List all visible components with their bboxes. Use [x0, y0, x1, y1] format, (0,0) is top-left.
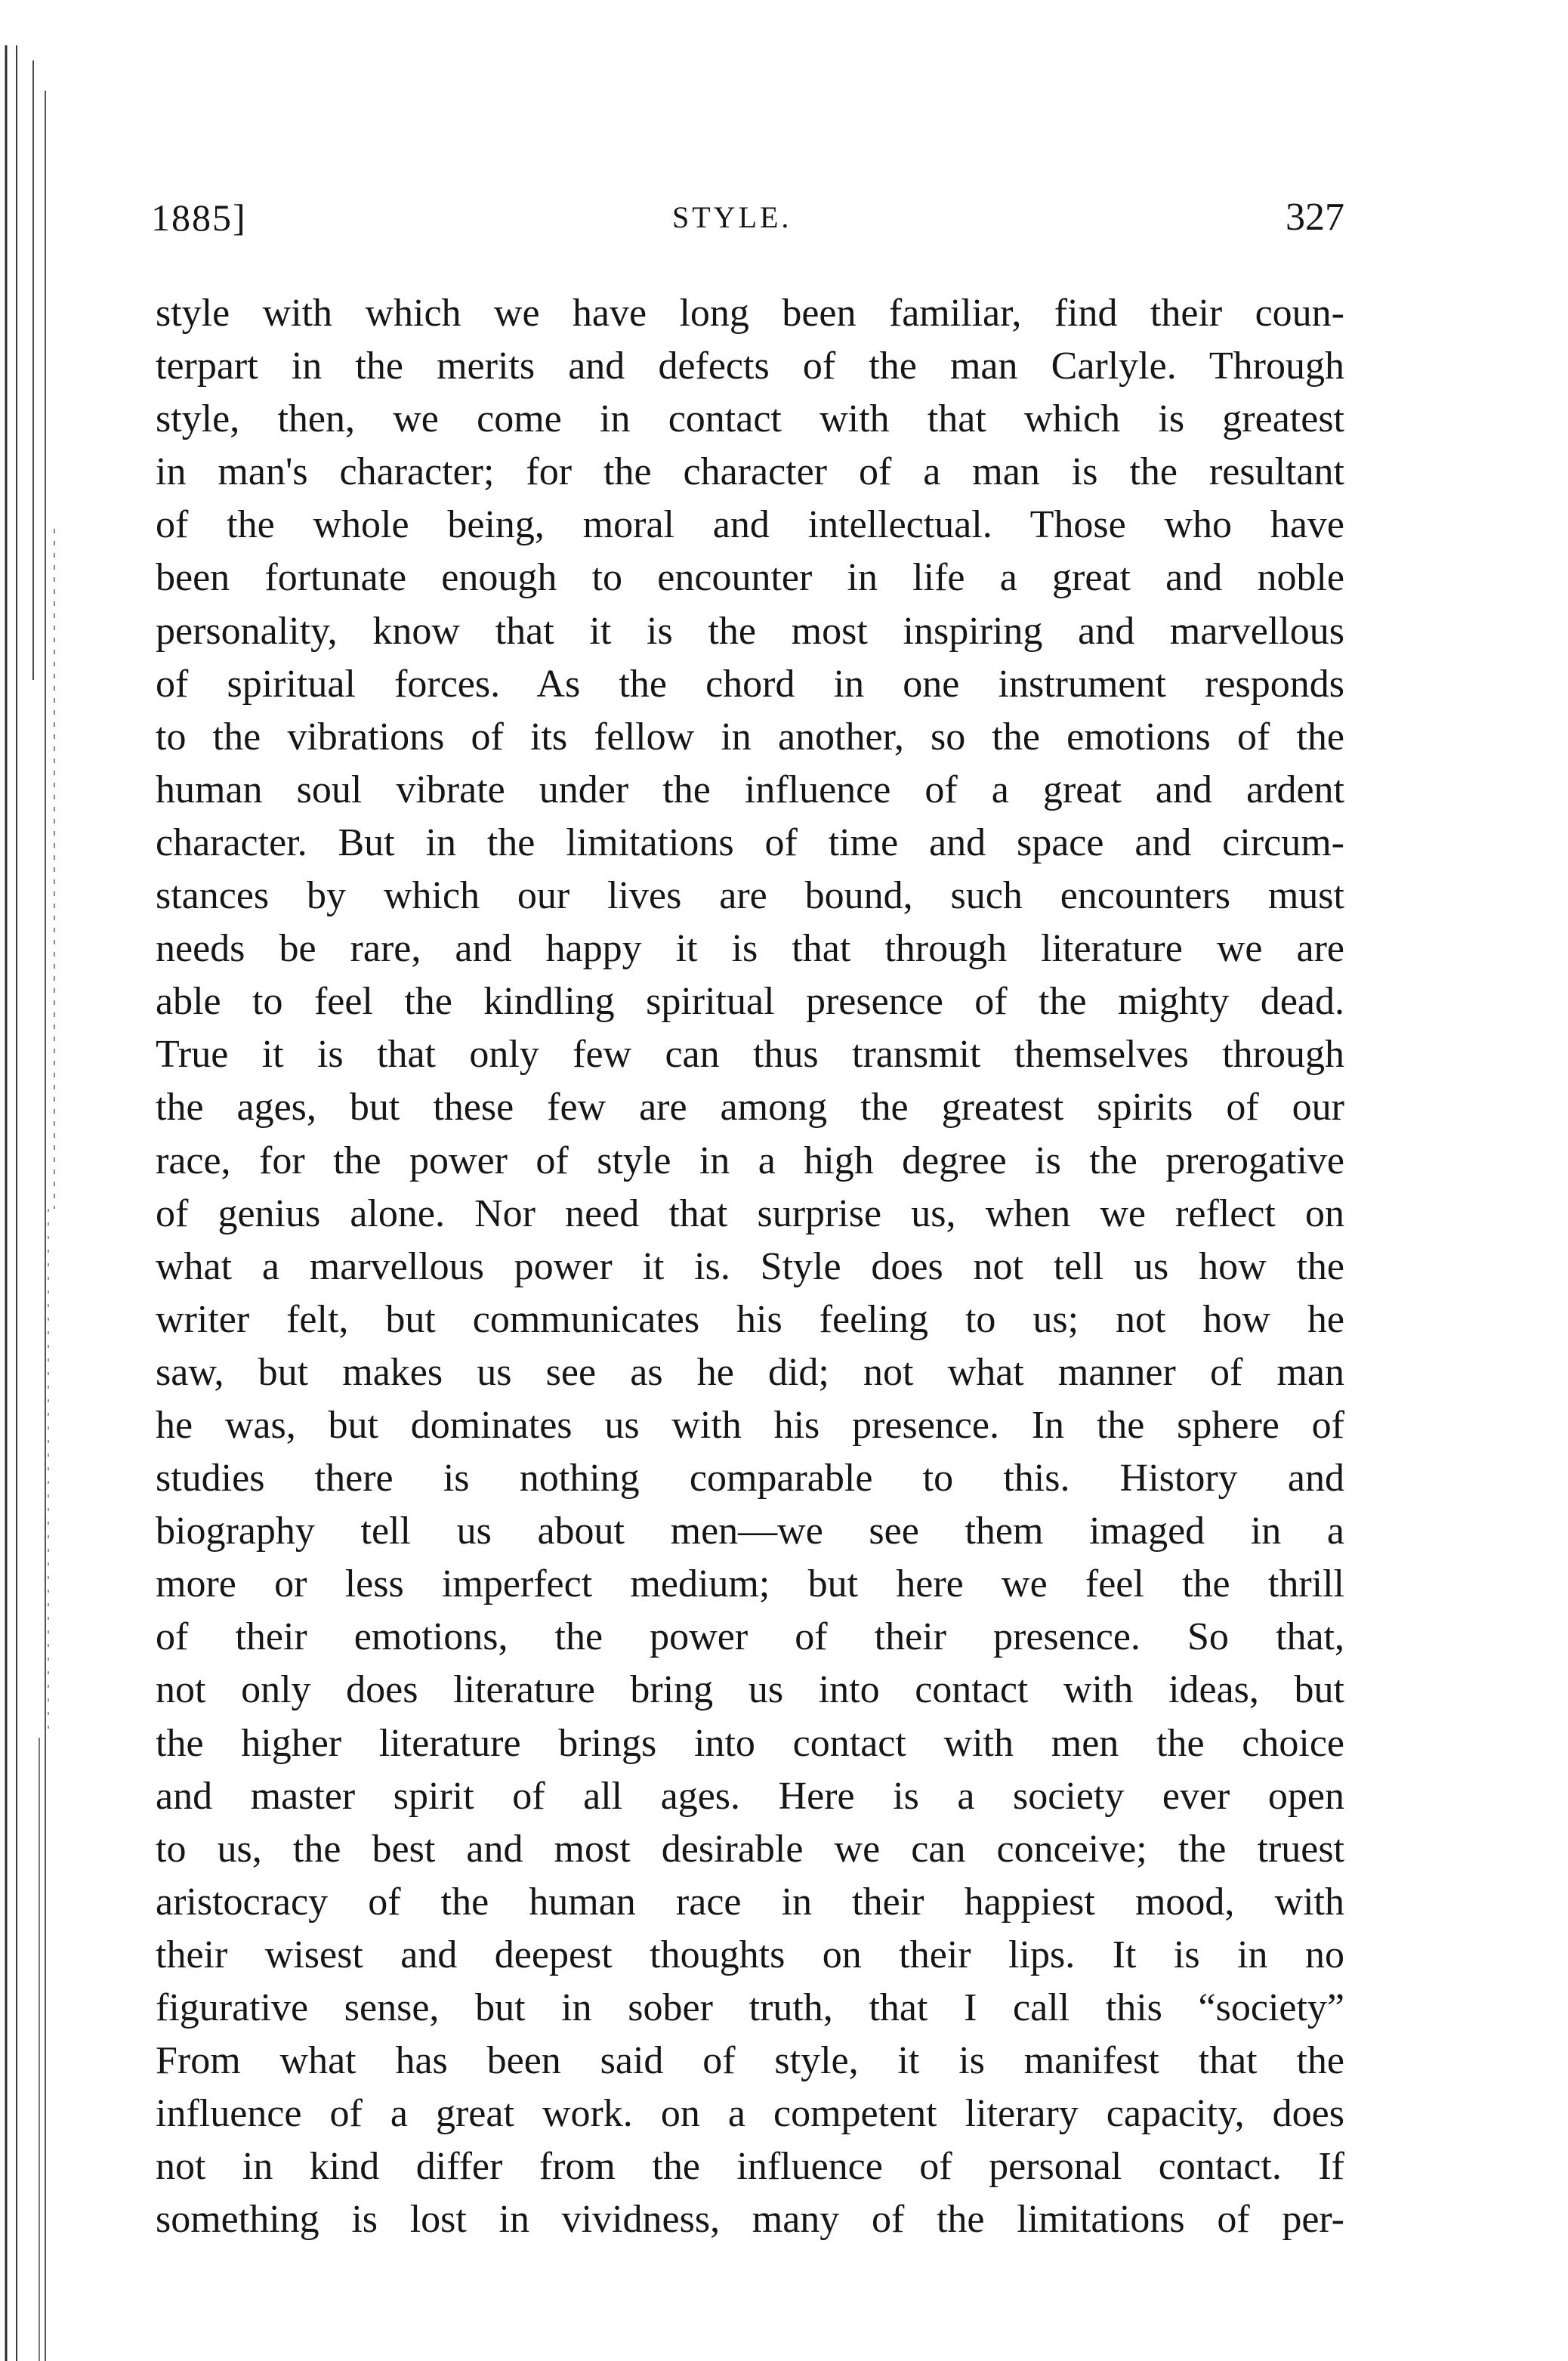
text-line: aristocracy of the human race in their happiest mood, with — [156, 1880, 1344, 1924]
text-line: to us, the best and most desirable we can conceive; the truest — [156, 1827, 1344, 1871]
text-line: terpart in the merits and defects of the man Carlyle. Through — [156, 345, 1344, 388]
text-line: more or less imperfect medium; but here we feel the thrill — [156, 1562, 1344, 1606]
text-line: of the whole being, moral and intellectual. Those who have — [156, 503, 1344, 547]
text-line: of genius alone. Nor need that surprise us, when we reflect on — [156, 1191, 1344, 1235]
text-line: race, for the power of style in a high degree is the prerogative — [156, 1139, 1344, 1182]
text-line: of spiritual forces. As the chord in one instrument responds — [156, 662, 1344, 706]
text-line: in man's character; for the character of a man is the resultant — [156, 450, 1344, 494]
text-line: style with which we have long been familiar, find their coun- — [156, 292, 1344, 335]
text-line: stances by which our lives are bound, such encounters must — [156, 874, 1344, 918]
text-line: character. But in the limitations of time and space and circum- — [156, 820, 1344, 864]
text-line: From what has been said of style, it is manifest that the — [156, 2039, 1344, 2083]
text-line: their wisest and deepest thoughts on their lips. It is in no — [156, 1933, 1344, 1976]
text-line: something is lost in vividness, many of the limitations of per- — [156, 2198, 1344, 2242]
running-head-title: STYLE. — [672, 200, 792, 234]
text-line: needs be rare, and happy it is that through literature we are — [156, 927, 1344, 971]
text-line: able to feel the kindling spiritual presence of the mighty dead. — [156, 980, 1344, 1024]
text-line: figurative sense, but in sober truth, that I call this “society” — [156, 1986, 1344, 2029]
text-line: the ages, but these few are among the greatest spirits of our — [156, 1086, 1344, 1130]
text-line: influence of a great work. on a competent literary capacity, does — [156, 2092, 1344, 2136]
text-line: human soul vibrate under the influence of a great and ardent — [156, 768, 1344, 811]
text-line: the higher literature brings into contact with men the choice — [156, 1721, 1344, 1765]
text-line: personality, know that it is the most inspiring and marvellous — [156, 609, 1344, 653]
page-number: 327 — [1286, 196, 1344, 239]
text-line: to the vibrations of its fellow in another, so the emotions of the — [156, 715, 1344, 759]
text-line: not only does literature bring us into contact with ideas, but — [156, 1668, 1344, 1712]
text-line: not in kind differ from the influence of personal contact. If — [156, 2145, 1344, 2189]
text-line: of their emotions, the power of their presence. So that, — [156, 1615, 1344, 1659]
body-text — [156, 287, 1344, 2246]
text-line: he was, but dominates us with his presence. In the sphere of — [156, 1403, 1344, 1447]
text-line: style, then, we come in contact with that which is greatest — [156, 397, 1344, 441]
text-line: True it is that only few can thus transmit themselves through — [156, 1033, 1344, 1077]
text-line: what a marvellous power it is. Style does not tell us how the — [156, 1244, 1344, 1288]
text-line: biography tell us about men—we see them imaged in a — [156, 1510, 1344, 1553]
running-head — [151, 187, 1344, 248]
text-line: been fortunate enough to encounter in life a great and noble — [156, 556, 1344, 600]
text-line: studies there is nothing comparable to this. History and — [156, 1457, 1344, 1500]
text-line: and master spirit of all ages. Here is a society ever open — [156, 1774, 1344, 1818]
text-line: writer felt, but communicates his feeling to us; not how he — [156, 1297, 1344, 1341]
running-head-year: 1885] — [151, 196, 247, 239]
text-line: saw, but makes us see as he did; not what manner of man — [156, 1350, 1344, 1394]
